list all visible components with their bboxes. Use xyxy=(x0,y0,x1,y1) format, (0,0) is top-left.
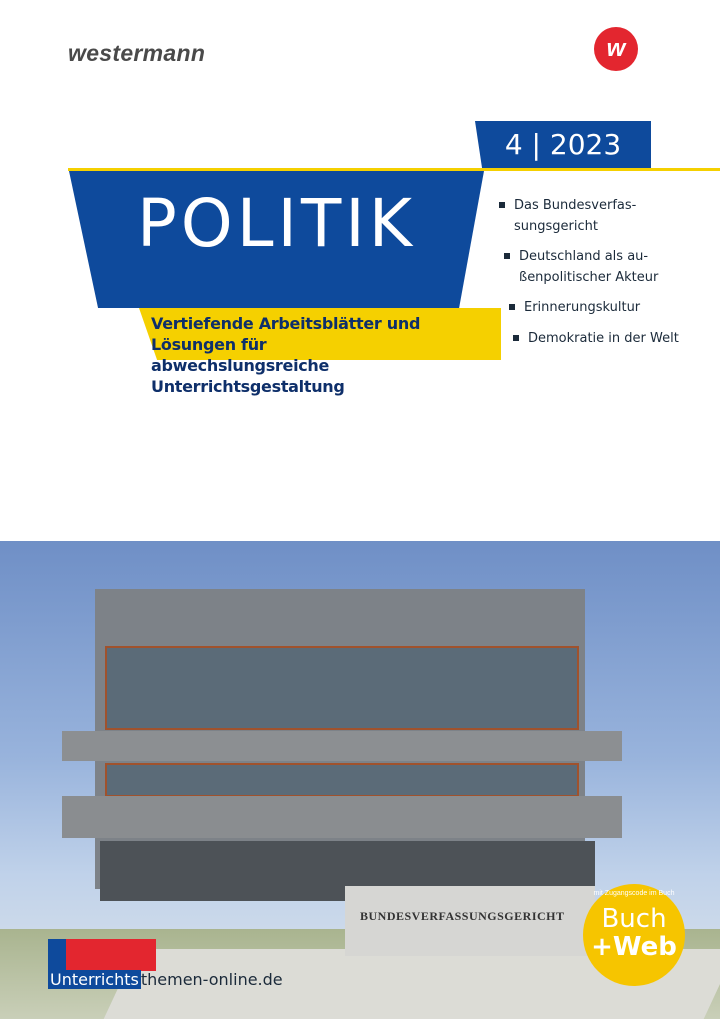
subtitle-line-2: abwechslungsreiche Unterrichtsgestaltung xyxy=(151,356,345,396)
topic-item: Erinnerungskultur xyxy=(524,297,640,318)
court-sign-wall xyxy=(345,886,595,956)
bullet-icon xyxy=(504,253,510,259)
bullet-icon xyxy=(499,202,505,208)
topic-item: Das Bundesverfas- sungsgericht xyxy=(514,195,636,237)
logo-letter: w xyxy=(606,35,626,62)
publisher-logo xyxy=(594,27,638,71)
badge-line-1: Buch xyxy=(601,904,667,934)
subtitle-line-1: Vertiefende Arbeitsblätter und Lösungen für xyxy=(151,314,421,354)
balcony-upper xyxy=(62,731,622,761)
balcony-lower xyxy=(62,796,622,838)
buch-web-badge xyxy=(583,884,685,986)
topic-item: Deutschland als au- ßenpolitischer Akteur xyxy=(519,246,658,288)
badge-line-2: +Web xyxy=(591,932,677,962)
badge-caption: mit Zugangscode im Buch xyxy=(593,890,675,897)
divider-line xyxy=(68,168,720,171)
subtitle xyxy=(151,313,496,397)
glass-facade xyxy=(105,763,579,797)
court-sign: BUNDESVERFASSUNGSGERICHT xyxy=(360,909,565,923)
footer-url-part2: themen-online.de xyxy=(140,970,283,989)
bullet-icon xyxy=(513,335,519,341)
topic-item: Demokratie in der Welt xyxy=(528,328,679,349)
glass-facade xyxy=(105,646,579,730)
magazine-title: POLITIK xyxy=(136,185,417,262)
footer-url[interactable] xyxy=(48,970,283,989)
issue-number: 4 | 2023 xyxy=(504,128,622,161)
bullet-icon xyxy=(509,304,515,310)
footer-url-part1: Unterrichts xyxy=(50,970,139,989)
publisher-name: westermann xyxy=(68,40,206,66)
